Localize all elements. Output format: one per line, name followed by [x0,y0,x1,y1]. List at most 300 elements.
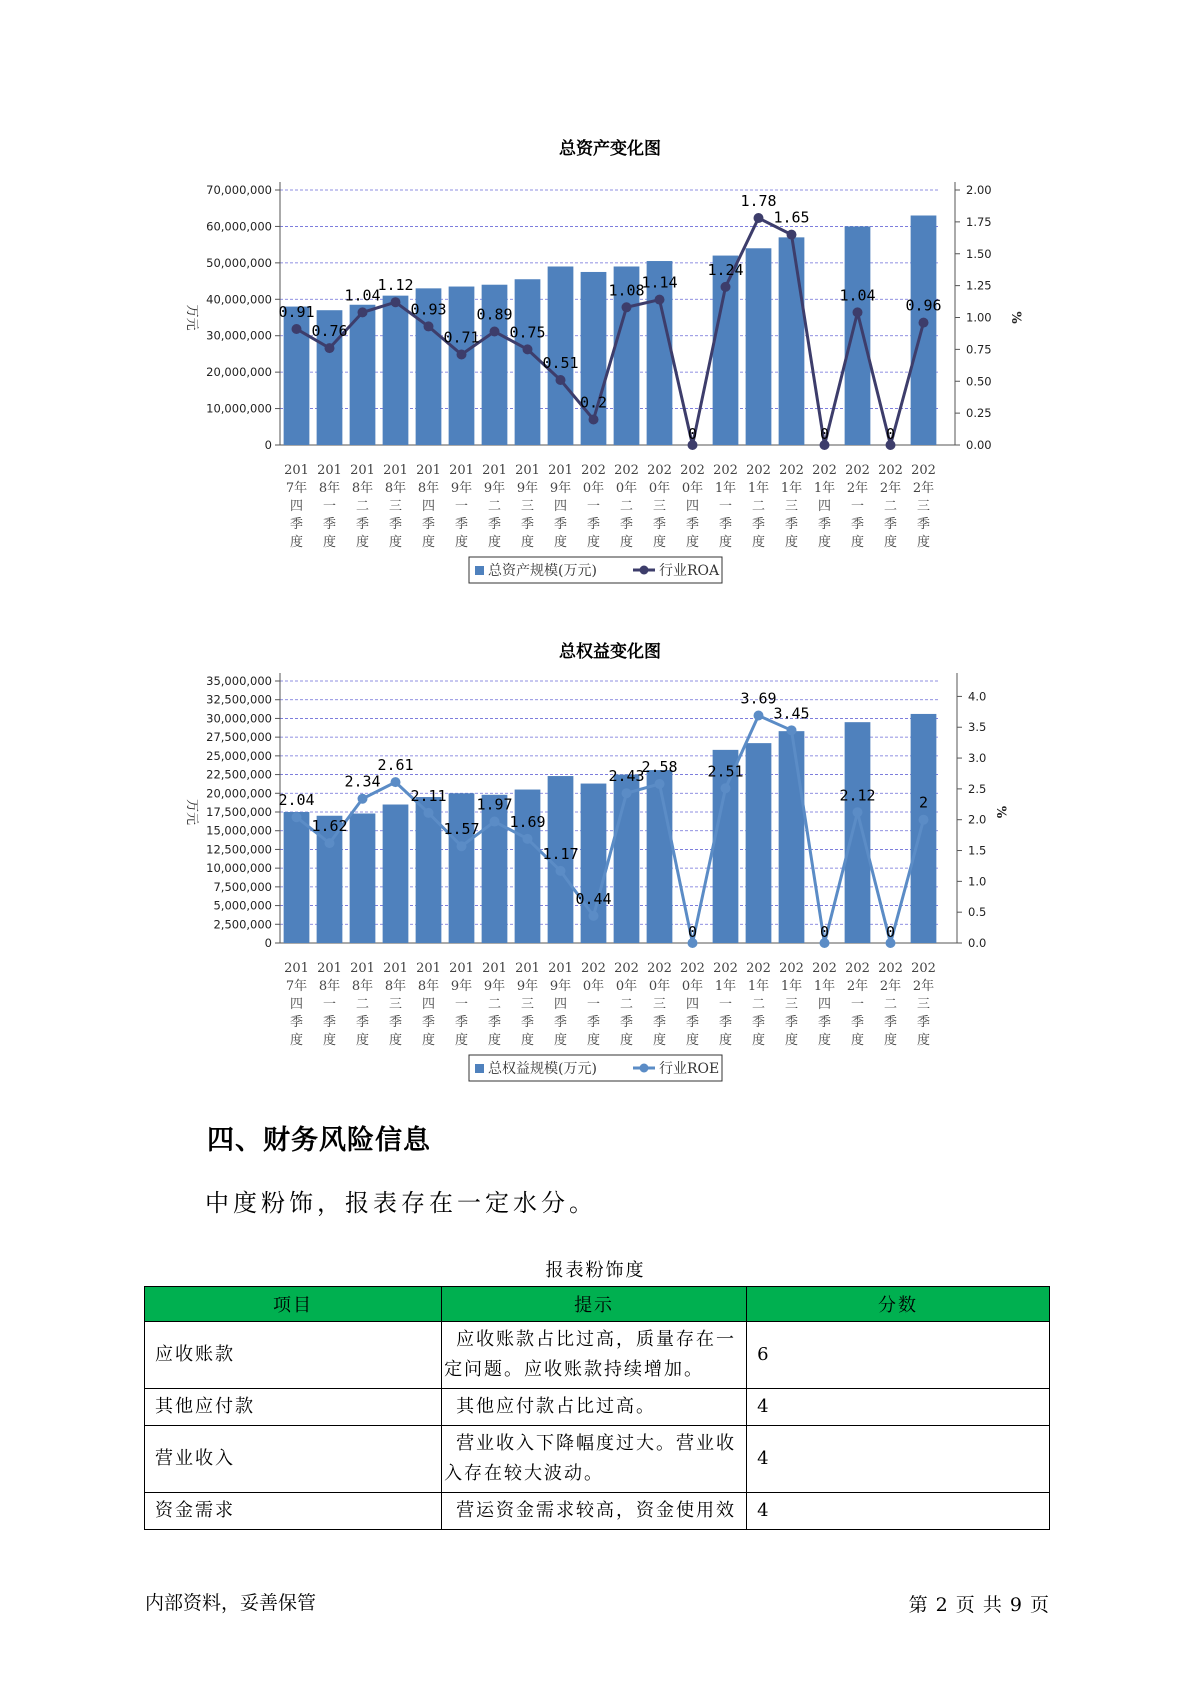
line-point [358,794,368,804]
row-score: 4 [747,1389,1050,1426]
x-tick-label: 8年 [417,979,440,994]
x-tick-label: 四 [421,499,436,514]
x-tick-label: 202 [911,961,936,976]
x-tick-label: 1年 [813,481,836,496]
legend-swatch-bar [475,566,484,575]
x-tick-label: 8年 [384,481,407,496]
y-tick-label: 20,000,000 [206,365,272,380]
chart-title: 总资产变化图 [559,139,661,159]
x-tick-label: 二 [487,997,502,1012]
y2-tick-label: 3.5 [968,720,987,735]
x-tick-label: 201 [548,961,573,976]
y2-tick-label: 1.25 [966,278,992,293]
x-tick-label: 三 [520,997,535,1012]
x-tick-label: 度 [784,1033,799,1048]
y-tick-label: 7,500,000 [213,879,272,894]
x-tick-label: 一 [454,499,469,514]
legend-swatch-point [640,566,649,575]
x-tick-label: 三 [916,997,931,1012]
row-item: 应收账款 [145,1322,442,1389]
data-label: 1.04 [344,286,381,305]
y2-tick-label: 1.0 [968,874,987,889]
line-point [589,911,599,921]
x-tick-label: 季 [586,1015,601,1030]
line-point [325,838,335,848]
x-tick-label: 1年 [747,481,770,496]
y-axis-title: 万元 [184,798,199,826]
line-point [622,788,632,798]
data-label: 1.08 [608,281,645,300]
row-score: 6 [747,1322,1050,1389]
x-tick-label: 三 [784,997,799,1012]
x-tick-label: 四 [817,499,832,514]
data-label: 0.2 [579,393,608,412]
y-tick-label: 5,000,000 [213,898,272,913]
line-point [655,295,665,305]
bar [350,813,376,943]
y2-tick-label: 0.75 [966,342,992,357]
y2-axis-title: % [1008,311,1023,324]
line-point [490,327,500,337]
x-tick-label: 202 [812,961,837,976]
x-tick-label: 0年 [681,979,704,994]
line-point [787,230,797,240]
y2-tick-label: 0.00 [966,438,992,452]
x-tick-label: 201 [515,961,540,976]
data-label: 1.04 [839,286,876,305]
x-tick-label: 二 [487,499,502,514]
data-label: 1.14 [641,273,678,292]
x-tick-label: 度 [388,535,403,550]
x-tick-label: 二 [355,499,370,514]
x-tick-label: 一 [322,499,337,514]
x-tick-label: 202 [614,463,639,478]
x-tick-label: 季 [784,517,799,532]
y2-tick-label: 2.00 [966,183,992,197]
x-tick-label: 度 [454,535,469,550]
line-point [424,321,434,331]
y2-tick-label: 1.00 [966,310,992,325]
y-tick-label: 50,000,000 [206,255,272,270]
line-point [754,711,764,721]
x-tick-label: 202 [614,961,639,976]
bar [746,743,772,943]
data-label: 1.65 [773,208,810,227]
line-point [358,307,368,317]
x-tick-label: 1年 [780,481,803,496]
whitewash-table [144,1286,1050,1530]
x-tick-label: 一 [850,499,865,514]
x-tick-label: 季 [388,1015,403,1030]
x-tick-label: 季 [322,517,337,532]
x-tick-label: 201 [449,961,474,976]
x-tick-label: 度 [883,1033,898,1048]
y2-tick-label: 0.25 [966,406,992,421]
x-tick-label: 1年 [747,979,770,994]
line-point [523,344,533,354]
x-tick-label: 度 [850,1033,865,1048]
bar [647,770,673,943]
x-tick-label: 二 [751,997,766,1012]
x-tick-label: 三 [652,499,667,514]
y-tick-label: 10,000,000 [206,861,272,876]
x-tick-label: 9年 [483,979,506,994]
y-tick-label: 35,000,000 [206,674,272,688]
x-tick-label: 季 [289,517,304,532]
y2-tick-label: 0.0 [968,936,987,950]
x-tick-label: 四 [289,499,304,514]
data-label: 1.78 [740,192,777,211]
x-tick-label: 202 [680,961,705,976]
x-tick-label: 度 [619,1033,634,1048]
x-tick-label: 季 [751,1015,766,1030]
x-tick-label: 四 [421,997,436,1012]
x-tick-label: 季 [817,1015,832,1030]
data-label: 2.58 [641,757,678,776]
x-tick-label: 202 [680,463,705,478]
x-tick-label: 8年 [417,481,440,496]
y2-tick-label: 3.0 [968,751,987,766]
bar [416,797,442,943]
x-tick-label: 2年 [912,979,935,994]
row-score: 4 [747,1426,1050,1493]
x-tick-label: 二 [619,499,634,514]
x-tick-label: 季 [355,1015,370,1030]
data-label: 0 [687,425,698,443]
x-tick-label: 1年 [714,481,737,496]
x-tick-label: 季 [652,1015,667,1030]
x-tick-label: 度 [751,535,766,550]
header-hint: 提示 [442,1287,747,1322]
line-point [655,779,665,789]
data-label: 0.96 [905,296,942,315]
line-point [325,343,335,353]
x-tick-label: 2年 [846,979,869,994]
footer-confidential: 内部资料，妥善保管 [145,1592,317,1614]
line-point [853,807,863,817]
header-score: 分数 [747,1287,1050,1322]
bar [779,731,805,943]
x-tick-label: 季 [916,1015,931,1030]
y-tick-label: 40,000,000 [206,292,272,307]
x-tick-label: 201 [449,463,474,478]
x-tick-label: 季 [553,517,568,532]
bar [746,248,772,445]
x-tick-label: 季 [421,517,436,532]
x-tick-label: 201 [317,463,342,478]
x-tick-label: 201 [383,961,408,976]
x-tick-label: 季 [421,1015,436,1030]
line-point [424,808,434,818]
x-tick-label: 四 [685,997,700,1012]
data-label: 0.93 [410,300,447,319]
x-tick-label: 0年 [582,979,605,994]
legend-label-bar: 总权益规模(万元) [488,1061,597,1077]
line-point [292,324,302,334]
x-tick-label: 201 [317,961,342,976]
table-row [145,1426,1050,1493]
x-tick-label: 度 [817,1033,832,1048]
total-assets-chart [0,130,1191,590]
row-item: 其他应付款 [145,1389,442,1426]
bar [779,237,805,445]
x-tick-label: 度 [355,1033,370,1048]
x-tick-label: 度 [553,1033,568,1048]
x-tick-label: 9年 [549,979,572,994]
y-axis-title: 万元 [184,304,199,331]
x-tick-label: 度 [520,535,535,550]
x-tick-label: 三 [652,997,667,1012]
section-title: 四、财务风险信息 [207,1125,431,1156]
table-header-row [145,1287,1050,1322]
x-tick-label: 度 [751,1033,766,1048]
x-tick-label: 202 [746,463,771,478]
x-tick-label: 1年 [714,979,737,994]
x-tick-label: 季 [553,1015,568,1030]
x-tick-label: 0年 [615,979,638,994]
bar [383,296,409,445]
data-label: 0 [687,923,698,941]
x-tick-label: 201 [482,961,507,976]
x-tick-label: 201 [416,463,441,478]
x-tick-label: 201 [350,463,375,478]
x-tick-label: 202 [911,463,936,478]
x-tick-label: 9年 [549,481,572,496]
x-tick-label: 一 [850,997,865,1012]
x-tick-label: 度 [289,535,304,550]
legend-label-line: 行业ROE [659,1061,720,1077]
line-point [919,318,929,328]
data-label: 1.97 [476,795,513,814]
x-tick-label: 201 [284,463,309,478]
x-tick-label: 度 [289,1033,304,1048]
x-tick-label: 度 [355,535,370,550]
x-tick-label: 一 [586,997,601,1012]
x-tick-label: 201 [515,463,540,478]
x-tick-label: 202 [581,961,606,976]
y-tick-label: 0 [264,936,272,950]
line-point [622,302,632,312]
y-tick-label: 32,500,000 [206,692,272,707]
data-label: 1.69 [509,812,546,831]
x-tick-label: 度 [685,535,700,550]
x-tick-label: 四 [553,499,568,514]
line-point [556,375,566,385]
x-tick-label: 0年 [648,979,671,994]
y-tick-label: 20,000,000 [206,786,272,801]
x-tick-label: 三 [784,499,799,514]
x-tick-label: 季 [850,1015,865,1030]
y2-tick-label: 0.5 [968,905,987,920]
y2-tick-label: 4.0 [968,689,987,704]
legend-label-bar: 总资产规模(万元) [488,563,597,579]
x-tick-label: 季 [619,1015,634,1030]
x-tick-label: 季 [289,1015,304,1030]
x-tick-label: 度 [487,535,502,550]
data-label: 0.51 [542,353,579,372]
x-tick-label: 202 [812,463,837,478]
x-tick-label: 度 [520,1033,535,1048]
x-tick-label: 9年 [483,481,506,496]
table-row [145,1389,1050,1426]
x-tick-label: 201 [284,961,309,976]
x-tick-label: 季 [751,517,766,532]
data-label: 0 [819,923,830,941]
x-tick-label: 7年 [285,979,308,994]
data-label: 0 [885,425,896,443]
line-point [391,297,401,307]
bar [383,805,409,943]
x-tick-label: 201 [383,463,408,478]
data-label: 2 [918,793,929,812]
x-tick-label: 季 [619,517,634,532]
data-label: 0.75 [509,323,546,342]
data-label: 1.62 [311,817,348,836]
x-tick-label: 2年 [846,481,869,496]
x-tick-label: 季 [520,517,535,532]
x-tick-label: 季 [355,517,370,532]
x-tick-label: 季 [883,517,898,532]
risk-summary: 中度粉饰，报表存在一定水分。 [205,1189,597,1217]
y2-tick-label: 0.50 [966,374,992,389]
footer-page-number: 第 2 页 共 9 页 [908,1594,1050,1616]
x-tick-label: 202 [878,463,903,478]
line-point [490,817,500,827]
x-tick-label: 度 [586,535,601,550]
x-tick-label: 季 [487,517,502,532]
x-tick-label: 2年 [879,979,902,994]
x-tick-label: 0年 [681,481,704,496]
bar [515,279,541,445]
x-tick-label: 度 [685,1033,700,1048]
data-label: 0.91 [278,302,315,321]
x-tick-label: 度 [487,1033,502,1048]
x-tick-label: 度 [652,1033,667,1048]
x-tick-label: 季 [718,1015,733,1030]
x-tick-label: 度 [421,1033,436,1048]
x-tick-label: 0年 [582,481,605,496]
bar [449,287,475,445]
x-tick-label: 度 [652,535,667,550]
x-tick-label: 度 [586,1033,601,1048]
x-tick-label: 201 [482,463,507,478]
x-tick-label: 201 [350,961,375,976]
x-tick-label: 季 [685,1015,700,1030]
x-tick-label: 二 [883,997,898,1012]
line-point [721,282,731,292]
x-tick-label: 202 [713,463,738,478]
data-label: 0.71 [443,328,480,347]
x-tick-label: 8年 [351,481,374,496]
x-tick-label: 季 [520,1015,535,1030]
x-tick-label: 202 [845,463,870,478]
data-label: 2.34 [344,772,381,791]
line-point [589,415,599,425]
x-tick-label: 202 [845,961,870,976]
x-tick-label: 9年 [516,979,539,994]
legend-swatch-bar [475,1064,484,1073]
line-point [292,812,302,822]
x-tick-label: 季 [850,517,865,532]
y-tick-label: 10,000,000 [206,401,272,416]
legend-label-line: 行业ROA [659,563,720,579]
y-tick-label: 22,500,000 [206,767,272,782]
x-tick-label: 202 [746,961,771,976]
x-tick-label: 季 [586,517,601,532]
data-label: 0.89 [476,305,513,324]
x-tick-label: 0年 [615,481,638,496]
row-item: 营业收入 [145,1426,442,1493]
line-point [391,777,401,787]
x-tick-label: 9年 [450,481,473,496]
y-tick-label: 60,000,000 [206,219,272,234]
data-label: 1.12 [377,276,414,295]
x-tick-label: 度 [322,1033,337,1048]
x-tick-label: 二 [751,499,766,514]
x-tick-label: 202 [878,961,903,976]
line-point [754,213,764,223]
y2-tick-label: 1.5 [968,843,987,858]
x-tick-label: 一 [586,499,601,514]
x-tick-label: 季 [883,1015,898,1030]
x-tick-label: 四 [817,997,832,1012]
x-tick-label: 9年 [450,979,473,994]
row-hint: 应收账款占比过高，质量存在一定问题。应收账款持续增加。 [442,1322,747,1389]
x-tick-label: 四 [685,499,700,514]
data-label: 1.17 [542,844,579,863]
line-point [523,834,533,844]
x-tick-label: 季 [817,517,832,532]
x-tick-label: 202 [647,463,672,478]
x-tick-label: 一 [718,499,733,514]
bar [284,812,310,943]
bar [845,722,871,943]
x-tick-label: 9年 [516,481,539,496]
y2-tick-label: 1.50 [966,246,992,261]
data-label: 0.76 [311,322,348,341]
x-tick-label: 202 [647,961,672,976]
x-tick-label: 7年 [285,481,308,496]
data-label: 2.43 [608,767,645,786]
row-hint: 营运资金需求较高，资金使用效 [442,1493,747,1530]
x-tick-label: 8年 [318,979,341,994]
y2-tick-label: 2.5 [968,781,987,796]
x-tick-label: 度 [916,535,931,550]
x-tick-label: 202 [713,961,738,976]
data-label: 3.69 [740,689,777,708]
x-tick-label: 度 [718,535,733,550]
x-tick-label: 度 [718,1033,733,1048]
row-hint: 营业收入下降幅度过大。营业收入存在较大波动。 [442,1426,747,1493]
y-tick-label: 17,500,000 [206,805,272,819]
table-row [145,1322,1050,1389]
data-label: 0.44 [575,889,612,908]
x-tick-label: 季 [718,517,733,532]
header-item: 项目 [145,1287,442,1322]
y2-axis-title: % [993,805,1008,819]
row-score: 4 [747,1493,1050,1530]
x-tick-label: 度 [454,1033,469,1048]
x-tick-label: 四 [289,997,304,1012]
data-label: 1.24 [707,260,744,279]
table-row [145,1493,1050,1530]
x-tick-label: 2年 [912,481,935,496]
x-tick-label: 季 [685,517,700,532]
total-equity-chart [0,630,1191,1090]
x-tick-label: 0年 [648,481,671,496]
x-tick-label: 四 [553,997,568,1012]
x-tick-label: 202 [779,463,804,478]
